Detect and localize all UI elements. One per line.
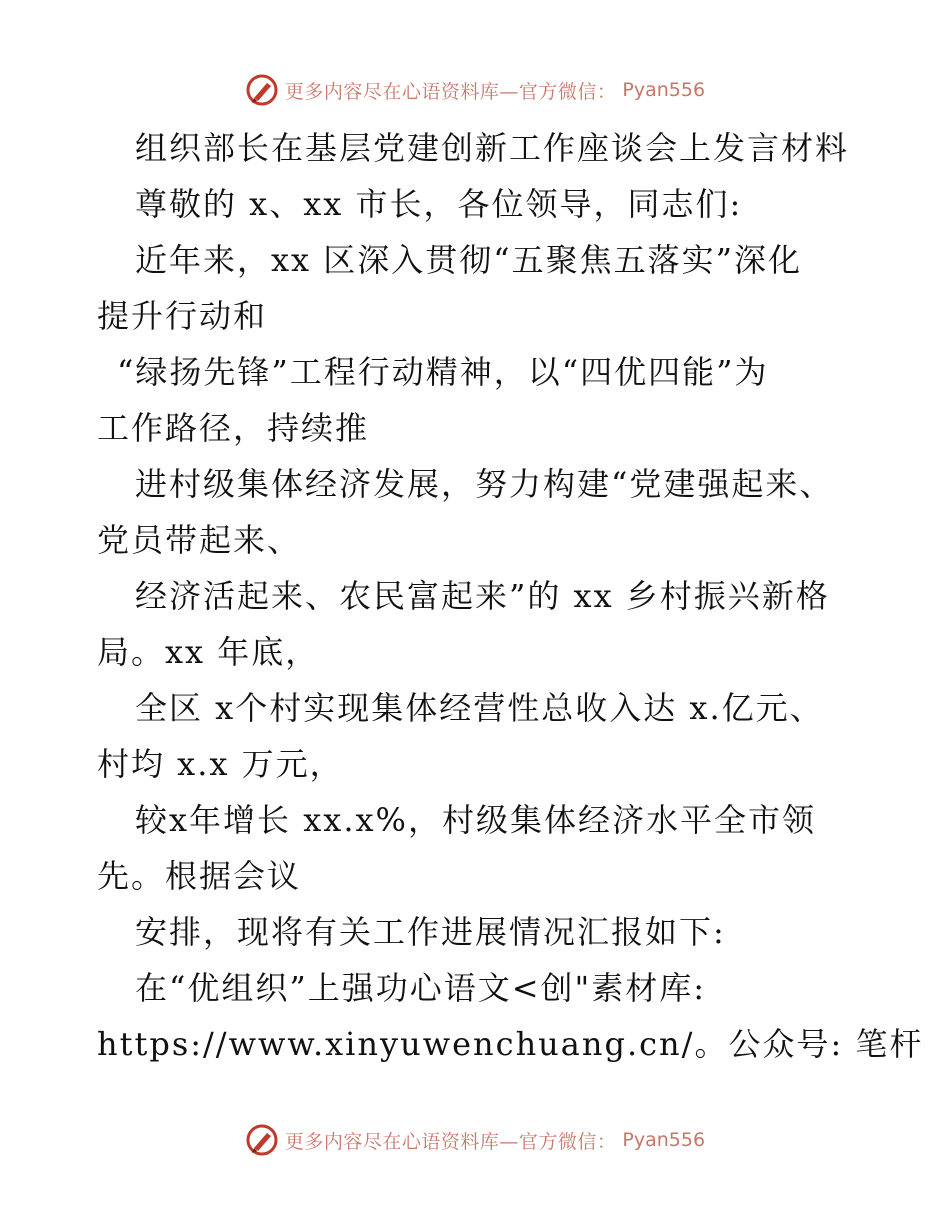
watermark-text: 更多内容尽在心语资料库—官方微信： bbox=[284, 1130, 617, 1153]
header-watermark-banner bbox=[0, 70, 950, 110]
document-body bbox=[97, 120, 924, 1072]
salutation: 尊敬的 x、xx 市长，各位领导，同志们: bbox=[135, 185, 743, 223]
paragraph-line: 党员带起来、 bbox=[97, 521, 302, 559]
paragraph-line: 较x年增长 xx.x%，村级集体经济水平全市领 bbox=[135, 801, 816, 839]
paragraph-line: 提升行动和 bbox=[97, 297, 268, 335]
paragraph-line: 局。xx 年底， bbox=[97, 633, 320, 671]
watermark-text: 更多内容尽在心语资料库—官方微信： bbox=[284, 80, 617, 103]
document-title: 组织部长在基层党建创新工作座谈会上发言材料 bbox=[135, 129, 850, 167]
paragraph-line: “绿扬先锋”工程行动精神，以“四优四能”为 bbox=[117, 353, 769, 391]
paragraph-line: 在“优组织”上强功心语文<创"素材库: bbox=[135, 969, 707, 1007]
paragraph-line: 先。根据会议 bbox=[97, 857, 302, 895]
paragraph-line: 经济活起来、农民富起来”的 xx 乡村振兴新格 bbox=[135, 577, 830, 615]
paragraph-line: 安排，现将有关工作进展情况汇报如下: bbox=[135, 913, 726, 951]
wechat-id: Pyan556 bbox=[622, 79, 706, 101]
paragraph-line: 村均 x.x 万元， bbox=[97, 745, 344, 783]
paragraph-line: 近年来，xx 区深入贯彻“五聚焦五落实”深化 bbox=[135, 241, 802, 279]
paragraph-line: 全区 x个村实现集体经营性总收入达 x.亿元、 bbox=[135, 689, 824, 727]
paragraph-line-url: https://www.xinyuwenchuang.cn/。公众号: 笔杆 bbox=[97, 1025, 924, 1063]
paragraph-line: 工作路径，持续推 bbox=[97, 409, 370, 447]
footer-watermark-banner bbox=[0, 1120, 950, 1160]
paragraph-line: 进村级集体经济发展，努力构建“党建强起来、 bbox=[135, 465, 834, 503]
pen-logo-icon bbox=[245, 1123, 279, 1157]
pen-logo-icon bbox=[245, 73, 279, 107]
wechat-id: Pyan556 bbox=[622, 1129, 706, 1151]
